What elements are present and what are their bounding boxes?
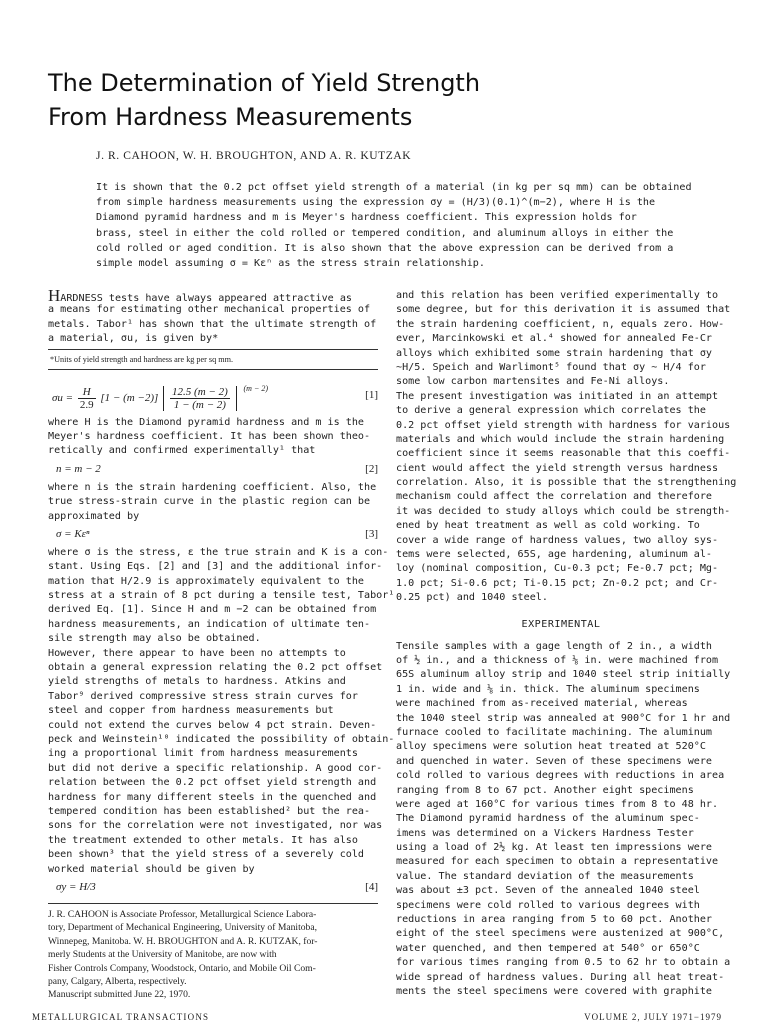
text-line: were aged at 160°C for various times from 8 to 48 hr. — [396, 798, 719, 810]
text-line: reductions in area ranging from 5 to 60 pct. Another — [396, 914, 713, 926]
text-line: some degree, but for this derivation it is assumed that — [396, 304, 731, 316]
text-line: were machined from as-received material, whereas — [396, 698, 688, 710]
equation-number: [4] — [365, 880, 378, 893]
text-line: using a load of 2½ kg. At least ten impressions were — [396, 842, 713, 854]
right-column — [396, 289, 737, 999]
text-line: worked material should be given by — [48, 863, 255, 875]
text-line: mechanism could affect the correlation and therefore — [396, 491, 713, 503]
eq1-frac2-denominator: 1 − (m − 2) — [173, 398, 226, 411]
footnote-line: pany, Calgary, Alberta, respectively. — [48, 975, 187, 987]
title-line-2: From Hardness Measurements — [48, 103, 413, 131]
abstract-line: brass, steel in either the cold rolled or tempered condition, and aluminum alloys in either the — [96, 227, 674, 239]
text-line: sile strength may also be obtained. — [48, 633, 261, 645]
text-line: cold rolled to various degrees with reductions in area — [396, 770, 725, 782]
text-line: correlation. Also, it is possible that the strengthening — [396, 477, 737, 489]
text-line: eight of the steel specimens were austenized at 900°C, — [396, 928, 725, 940]
equation-4 — [48, 877, 378, 901]
text-line: yield strengths of metals to hardness. Atkins and — [48, 676, 346, 688]
text-line: alloy specimens were solution heat treated at 520°C — [396, 741, 706, 753]
text-line: cient would affect the yield strength versus hardness — [396, 462, 719, 474]
text-line: ened by heat treatment as well as cold working. To — [396, 520, 700, 532]
text-line: steel and copper from hardness measurements but — [48, 705, 334, 717]
left-column — [48, 286, 395, 1002]
text-line: the strain hardening coefficient, n, equals zero. How- — [396, 318, 725, 330]
units-footnote: *Units of yield strength and hardness are kg per sq mm. — [48, 349, 378, 370]
footnote-line: merly Students at the University of Manitobe, are now with — [48, 949, 277, 961]
text-line: where σ is the stress, ε the true strain and K is a con- — [48, 546, 389, 558]
text-line: Meyer's hardness coefficient. It has been shown theo- — [48, 430, 371, 442]
text-line: hardness for many different steels in the quenched and — [48, 791, 377, 803]
text-line: 65S aluminum alloy strip and 1040 steel strip initially — [396, 669, 731, 681]
text-line: However, there appear to have been no attempts to — [48, 647, 346, 659]
text-line: 1.0 pct; Si-0.6 pct; Ti-0.15 pct; Zn-0.2 pct; and Cr- — [396, 577, 719, 589]
text-line: Tabor⁹ derived compressive stress strain curves for — [48, 690, 358, 702]
text-line: was about ±3 pct. Seven of the annealed 1040 steel — [396, 885, 700, 897]
text-line: ranging from 8 to 67 pct. Another eight specimens — [396, 784, 694, 796]
text-line: sons for the correlation were not investigated, nor was — [48, 820, 383, 832]
eq1-fraction-2 — [170, 386, 230, 411]
text-line: where n is the strain hardening coefficient. Also, the — [48, 481, 377, 493]
equation-2-body: n = m − 2 — [56, 462, 101, 475]
abstract-line: cold rolled or aged condition. It is also shown that the above expression can be derived from a — [96, 242, 674, 254]
abstract-line: from simple hardness measurements using the expression σy = (H/3)(0.1)^(m−2), where H is the — [96, 197, 656, 209]
text-line: a means for estimating other mechanical properties of — [48, 304, 371, 316]
text-line: ments the steel specimens were covered with graphite — [396, 985, 713, 997]
text-line: 0.25 pct) and 1040 steel. — [396, 592, 548, 604]
text-line: specimens were cold rolled to various degrees with — [396, 899, 700, 911]
article-title — [48, 66, 688, 134]
equation-number: [3] — [365, 527, 378, 540]
eq1-lhs: σu = — [52, 391, 74, 404]
eq1-fraction-1 — [78, 386, 96, 411]
volume-page-footer: VOLUME 2, JULY 1971−1979 — [584, 1012, 722, 1022]
text-line: it was decided to study alloys which could be strength- — [396, 505, 731, 517]
text-line: measured for each specimen to obtain a representative — [396, 856, 719, 868]
text-line: the treatment extended to other metals. It has also — [48, 834, 358, 846]
text-line: stant. Using Eqs. [2] and [3] and the additional infor- — [48, 561, 383, 573]
text-line: water quenched, and then tempered at 540° or 650°C — [396, 942, 700, 954]
eq1-bracket — [163, 386, 237, 411]
footnote-line: Winnepeg, Manitoba. W. H. BROUGHTON and A. R. KUTZAK, for- — [48, 935, 318, 947]
journal-name-footer: METALLURGICAL TRANSACTIONS — [32, 1012, 210, 1022]
text-line: ARDNESS tests have always appeared attractive as — [60, 293, 352, 304]
text-line: a material, σu, is given by* — [48, 333, 219, 345]
text-line: some low carbon martensites and Fe-Ni alloys. — [396, 376, 670, 388]
intro-first-line — [48, 286, 378, 305]
text-line: alloys which exhibited some strain hardening that σy — [396, 347, 713, 359]
author-list: J. R. CAHOON, W. H. BROUGHTON, AND A. R. KUTZAK — [96, 150, 412, 162]
abstract-line: simple model assuming σ = Kεⁿ as the stress strain relationship. — [96, 258, 485, 270]
text-line: The Diamond pyramid hardness of the aluminum spec- — [396, 813, 700, 825]
text-line: imens was determined on a Vickers Hardness Tester — [396, 827, 694, 839]
text-line: value. The standard deviation of the measurements — [396, 870, 694, 882]
abstract-line: Diamond pyramid hardness and m is Meyer's hardness coefficient. This expression holds for — [96, 212, 637, 224]
text-line: hardness measurements, an indication of ultimate ten- — [48, 618, 371, 630]
equation-1-body — [52, 382, 268, 411]
text-line: to derive a general expression which correlates the — [396, 405, 706, 417]
text-line: ing a proportional limit from hardness measurements — [48, 748, 358, 760]
text-line: loy (nominal composition, Cu-0.3 pct; Fe-0.7 pct; Mg- — [396, 563, 719, 575]
text-line: been shown³ that the yield stress of a severely cold — [48, 849, 365, 861]
text-line: furnace cooled to facilitate machining. The aluminum — [396, 726, 713, 738]
text-line: metals. Tabor¹ has shown that the ultimate strength of — [48, 318, 377, 330]
text-line: of ½ in., and a thickness of ⅛ in. were machined from — [396, 654, 719, 666]
equation-2 — [48, 459, 378, 481]
text-line: derived Eq. [1]. Since H and m −2 can be obtained from — [48, 604, 377, 616]
text-line: stress at a strain of 8 pct during a tensile test, Tabor¹ — [48, 590, 395, 602]
eq1-frac1-numerator: H — [78, 386, 96, 399]
equation-1 — [48, 376, 378, 416]
text-line: approximated by — [48, 510, 140, 522]
footnote-line: Fisher Controls Company, Woodstock, Ontario, and Mobile Oil Com- — [48, 962, 316, 974]
text-line: for various times ranging from 0.5 to 62 hr to obtain a — [396, 957, 731, 969]
text-line: could not extend the curves below 4 pct strain. Deven- — [48, 719, 377, 731]
text-line: mation that H/2.9 is approximately equivalent to the — [48, 575, 365, 587]
text-line: ever, Marcinkowski et al.⁴ showed for annealed Fe-Cr — [396, 333, 713, 345]
equation-3-body: σ = Kεⁿ — [56, 527, 90, 540]
eq1-frac2-numerator: 12.5 (m − 2) — [172, 385, 228, 398]
title-line-1: The Determination of Yield Strength — [48, 69, 481, 97]
text-line: ~H/5. Speich and Warlimont⁵ found that σy ~ H/4 for — [396, 361, 706, 373]
text-line: wide spread of hardness values. During all heat treat- — [396, 971, 725, 983]
text-line: tems were selected, 65S, age hardening, aluminum al- — [396, 549, 713, 561]
eq1-exponent: (m − 2) — [243, 383, 269, 393]
footnote-line: J. R. CAHOON is Associate Professor, Metallurgical Science Labora- — [48, 908, 317, 920]
text-line: Tensile samples with a gage length of 2 in., a width — [396, 640, 713, 652]
abstract-line: It is shown that the 0.2 pct offset yield strength of a material (in kg per sq mm) can be obtained — [96, 182, 692, 193]
text-line: cover a wide range of hardness values, two alloy sys- — [396, 534, 719, 546]
equation-3 — [48, 524, 378, 546]
eq1-middle: [1 − (m −2)] — [100, 391, 159, 404]
abstract — [96, 180, 708, 271]
text-line: retically and confirmed experimentally¹ that — [48, 445, 316, 457]
text-line: obtain a general expression relating the 0.2 pct offset — [48, 662, 383, 674]
text-line: but did not derive a specific relationship. A good cor- — [48, 762, 383, 774]
text-line: and quenched in water. Seven of these specimens were — [396, 755, 713, 767]
equation-number: [1] — [365, 388, 378, 401]
text-line: The present investigation was initiated in an attempt — [396, 390, 719, 402]
text-line: the 1040 steel strip was annealed at 900°C for 1 hr and — [396, 712, 731, 724]
text-line: and this relation has been verified experimentally to — [396, 290, 719, 301]
text-line: peck and Weinstein¹⁰ indicated the possibility of obtain- — [48, 733, 395, 745]
author-affiliation-footnote — [48, 903, 378, 1002]
text-line: true stress-strain curve in the plastic region can be — [48, 496, 371, 508]
text-line: materials and which would include the strain hardening — [396, 433, 725, 445]
section-heading-experimental: EXPERIMENTAL — [521, 618, 601, 630]
text-line: 1 in. wide and ⅛ in. thick. The aluminum specimens — [396, 683, 700, 695]
eq1-frac1-denominator: 2.9 — [79, 398, 94, 411]
footnote-line: tory, Department of Mechanical Engineering, University of Manitoba, — [48, 922, 317, 934]
equation-4-body: σy = H/3 — [56, 880, 96, 893]
text-line: coefficient since it seems reasonable that this coeffi- — [396, 448, 731, 460]
drop-cap: H — [48, 286, 61, 305]
equation-number: [2] — [365, 462, 378, 475]
footnote-line: Manuscript submitted June 22, 1970. — [48, 989, 191, 1001]
text-line: tempered condition has been established² but the rea- — [48, 805, 371, 817]
text-line: where H is the Diamond pyramid hardness and m is the — [48, 416, 365, 428]
text-line: 0.2 pct offset yield strength with hardness for various — [396, 419, 731, 431]
text-line: relation between the 0.2 pct offset yield strength and — [48, 777, 377, 789]
